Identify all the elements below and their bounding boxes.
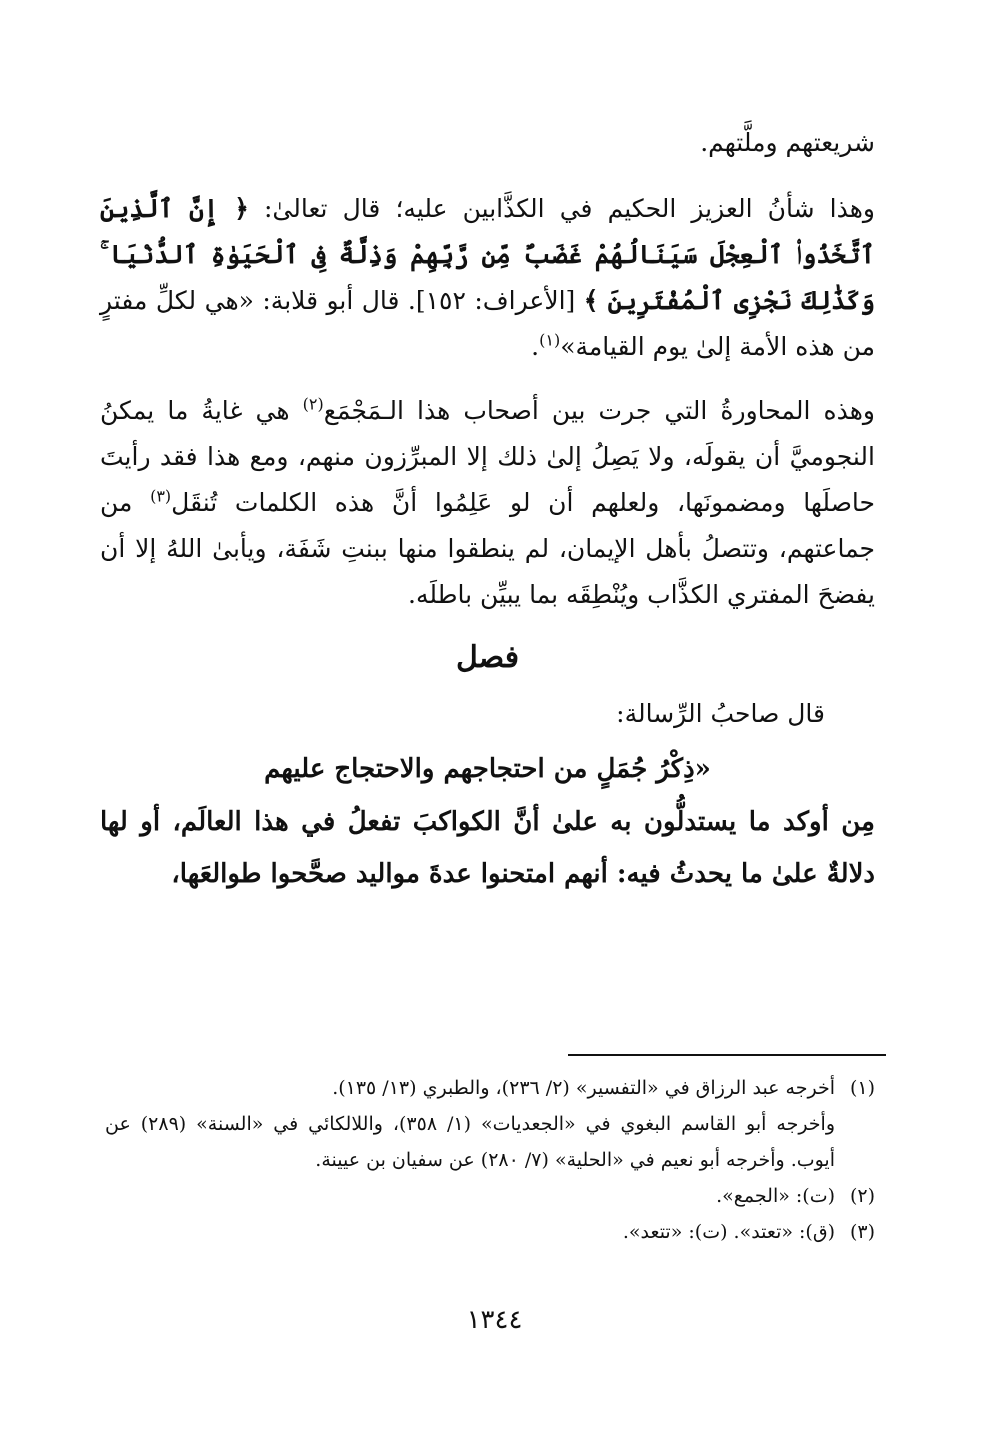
page-number: ١٣٤٤ (466, 1305, 523, 1335)
footnote-text: أخرجه عبد الرزاق في «التفسير» (٢/ ٢٣٦)، والطبري (١٣/ ١٣٥). (332, 1077, 835, 1099)
footnote-number: (١) (849, 1077, 875, 1099)
page-body (100, 120, 875, 900)
footnotes (105, 1070, 875, 1250)
footnote-number: (٢) (849, 1185, 875, 1207)
paragraph-end: . (531, 332, 540, 361)
paragraph-text: وهذه المحاورةُ التي جرت بين أصحاب هذا الـمَجْمَع (323, 396, 875, 425)
paragraph-text: وهذا شأنُ العزيز الحكيم في الكذَّابين عليه؛ قال تعالىٰ: (248, 194, 875, 223)
footnote-1-continuation: وأخرجه أبو القاسم البغوي في «الجعديات» (١/ ٣٥٨)، واللالكائي في «السنة» (٢٨٩) عن أيوب. وأخرجه أبو نعيم في «الحلية» (٧/ ٢٨٠) عن سفيان بن عيينة. (105, 1113, 835, 1171)
paragraph-dialogue (100, 388, 875, 618)
verse-reference-and-quote: [الأعراف: ١٥٢]. قال أبو قلابة: «هي لكلِّ مفترٍ من هذه الأمة إلىٰ يوم القيامة» (100, 286, 875, 361)
footnote-ref-2[interactable]: (٢) (302, 394, 324, 414)
footnote-2 (105, 1178, 875, 1214)
quote-title: «ذِكْرُ جُمَلٍ من احتجاجهم والاحتجاج عليهم (264, 754, 711, 784)
footnote-number: (٣) (849, 1221, 875, 1243)
paragraph-text: هي غايةُ ما يمكنُ النجوميَّ أن يقولَه، ولا يَصِلُ إلىٰ ذلك إلا المبرِّزون منهم، ومع هذا فقد رأيتَ حاصلَها ومضمونَها، ولعلهم أن لو عَلِمُوا أنَّ هذه الكلمات تُنقَل (100, 396, 875, 517)
footnote-divider (568, 1054, 886, 1056)
footnote-ref-3[interactable]: (٣) (150, 486, 172, 506)
footnote-1 (105, 1070, 875, 1106)
paragraph-quran-citation (100, 186, 875, 370)
section-heading: فصل (455, 640, 520, 675)
paragraph-text: من جماعتهم، وتتصلُ بأهل الإيمان، لم ينطقوا منها ببنتِ شَفَة، ويأبىٰ اللهُ إلا أن يفضحَ المفتري الكذَّاب ويُنْطِقَه بما يبيِّن باطلَه. (100, 488, 875, 609)
footnote-text: (ق): «تعتد». (ت): «تتعد». (622, 1221, 835, 1243)
footnote-text: (ت): «الجمع». (716, 1185, 835, 1207)
author-said-line: قال صاحبُ الرِّسالة: (616, 699, 825, 728)
footnote-ref-1[interactable]: (١) (539, 330, 561, 350)
intro-line: شريعتهم وملَّتهم. (700, 128, 875, 157)
quran-verse: ﴿ إِنَّ ٱلَّذِينَ ٱتَّخَذُوا۟ ٱلْعِجْلَ سَيَنَالُهُمْ غَضَبٌ مِّن رَّبِّهِمْ وَذِلَّةٌ فِى ٱلْحَيَوٰةِ ٱلدُّنْيَا ۚ وَكَذَٰلِكَ نَجْزِى ٱلْمُفْتَرِينَ ﴾ (100, 194, 875, 315)
quote-body: مِن أوكد ما يستدلُّون به علىٰ أنَّ الكواكبَ تفعلُ في هذا العالَم، أو لها دلالةٌ علىٰ ما يحدثُ فيه: أنهم امتحنوا عدةَ مواليد صحَّحوا طوالعَها، (100, 807, 875, 889)
footnote-3 (105, 1214, 875, 1250)
